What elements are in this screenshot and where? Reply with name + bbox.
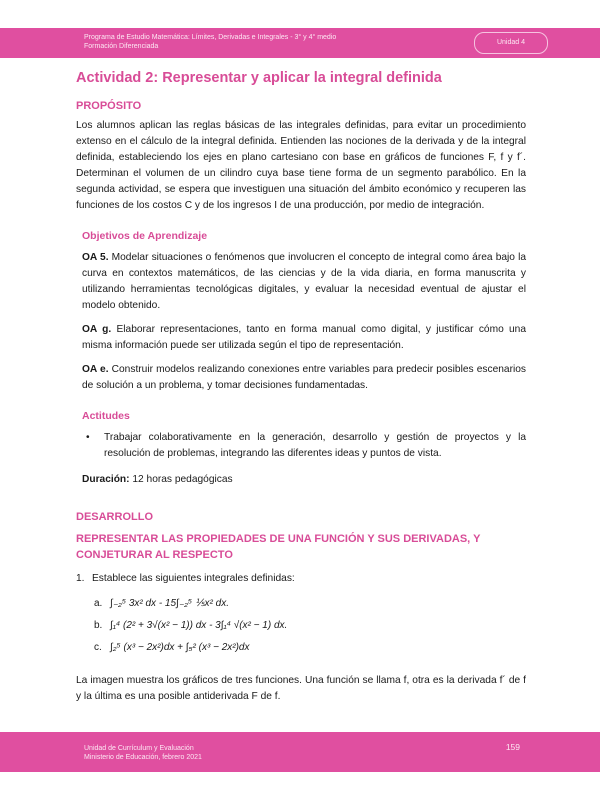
page-number: 159 <box>505 742 520 752</box>
integral-expression: ∫₂⁵ (x³ − 2x²)dx + ∫₅² (x³ − 2x²)dx <box>110 642 250 653</box>
integral-item <box>94 615 526 637</box>
program-title <box>84 33 424 51</box>
footer-line2: Ministerio de Educación, febrero 2021 <box>84 754 202 761</box>
development-subheading: REPRESENTAR LAS PROPIEDADES DE UNA FUNCIÓN Y SUS DERIVADAS, Y CONJETURAR AL RESPECTO <box>76 533 481 561</box>
purpose-heading: PROPÓSITO <box>76 100 142 112</box>
page-footer <box>0 732 600 772</box>
objective-item <box>82 322 526 354</box>
attitudes-list <box>82 430 526 462</box>
objective-code: OA 5. <box>82 252 109 263</box>
footer-credits <box>84 744 202 762</box>
integral-letter: a. <box>94 598 103 609</box>
attitudes-heading: Actitudes <box>82 410 130 422</box>
development-section <box>76 511 526 705</box>
integral-letter: c. <box>94 642 102 653</box>
objective-item <box>82 250 526 314</box>
task-text: Establece las siguientes integrales definidas: <box>92 573 295 584</box>
program-title-line1: Programa de Estudio Matemática: Límites, Derivadas e Integrales - 3° y 4° medio <box>84 34 337 41</box>
objective-code: OA e. <box>82 364 109 375</box>
integral-item <box>94 593 526 615</box>
task-list <box>76 571 526 659</box>
purpose-text: Los alumnos aplican las reglas básicas de las integrales definidas, para evitar un procedimiento extenso en el cálculo de la integral definida. Entienden las nociones de la derivada y de la integral definida, estableciendo los ejes en plano cartesiano con base en gráficos de funciones F, f y f´. Determinan el volumen de un cilindro cuya base tiene forma de un segmento parabólico. En la segunda actividad, se espera que investiguen una situación del ámbito económico y recuperen las funciones de los costos C y de los ingresos I de una producción, por medio de integración. <box>76 120 526 211</box>
objective-item <box>82 362 526 394</box>
graph-caption: La imagen muestra los gráficos de tres funciones. Una función se llama f, otra es la derivada f´ de f y la última es una posible antiderivada F de f. <box>76 675 526 702</box>
objective-text: Modelar situaciones o fenómenos que involucren el concepto de integral como área bajo la curva en contextos matemáticos, de las ciencias y de la vida diaria, en forma manuscrita y utilizando herramientas tecnológicas digitales, y evaluar la necesidad eventual de ajustar el modelo obtenido. <box>82 252 526 311</box>
attitude-item: • Trabajar colaborativamente en la generación, desarrollo y gestión de proyectos y la resolución de problemas, integrando las diferentes ideas y puntos de vista. <box>82 430 526 462</box>
objectives-heading: Objetivos de Aprendizaje <box>82 230 208 242</box>
activity-title: Actividad 2: Representar y aplicar la integral definida <box>76 70 442 86</box>
development-heading: DESARROLLO <box>76 511 153 523</box>
duration-value: 12 horas pedagógicas <box>129 474 233 485</box>
program-title-line2: Formación Diferenciada <box>84 43 159 50</box>
page-header <box>0 28 600 58</box>
objective-code: OA g. <box>82 324 112 335</box>
integral-expression: ∫₁⁴ (2² + 3√(x² − 1)) dx - 3∫₁⁴ √(x² − 1) dx. <box>110 620 288 631</box>
footer-line1: Unidad de Currículum y Evaluación <box>84 745 194 752</box>
unit-badge: Unidad 4 <box>474 32 548 54</box>
task-number: 1. <box>76 573 85 584</box>
page-content <box>76 70 526 705</box>
duration <box>82 474 526 485</box>
task-item <box>76 571 526 659</box>
objective-text: Elaborar representaciones, tanto en forma manual como digital, y justificar cómo una misma información puede ser utilizada según el tipo de representación. <box>82 324 526 351</box>
integral-letter: b. <box>94 620 103 631</box>
objective-text: Construir modelos realizando conexiones entre variables para predecir posibles escenarios de solución a un problema, y tomar decisiones fundamentadas. <box>82 364 526 391</box>
duration-label: Duración: <box>82 474 130 485</box>
integral-expression: ∫₋₂⁵ 3x² dx - 15∫₋₂⁵ ⅕x² dx. <box>110 598 230 609</box>
integral-list <box>94 593 526 659</box>
integral-item <box>94 637 526 659</box>
